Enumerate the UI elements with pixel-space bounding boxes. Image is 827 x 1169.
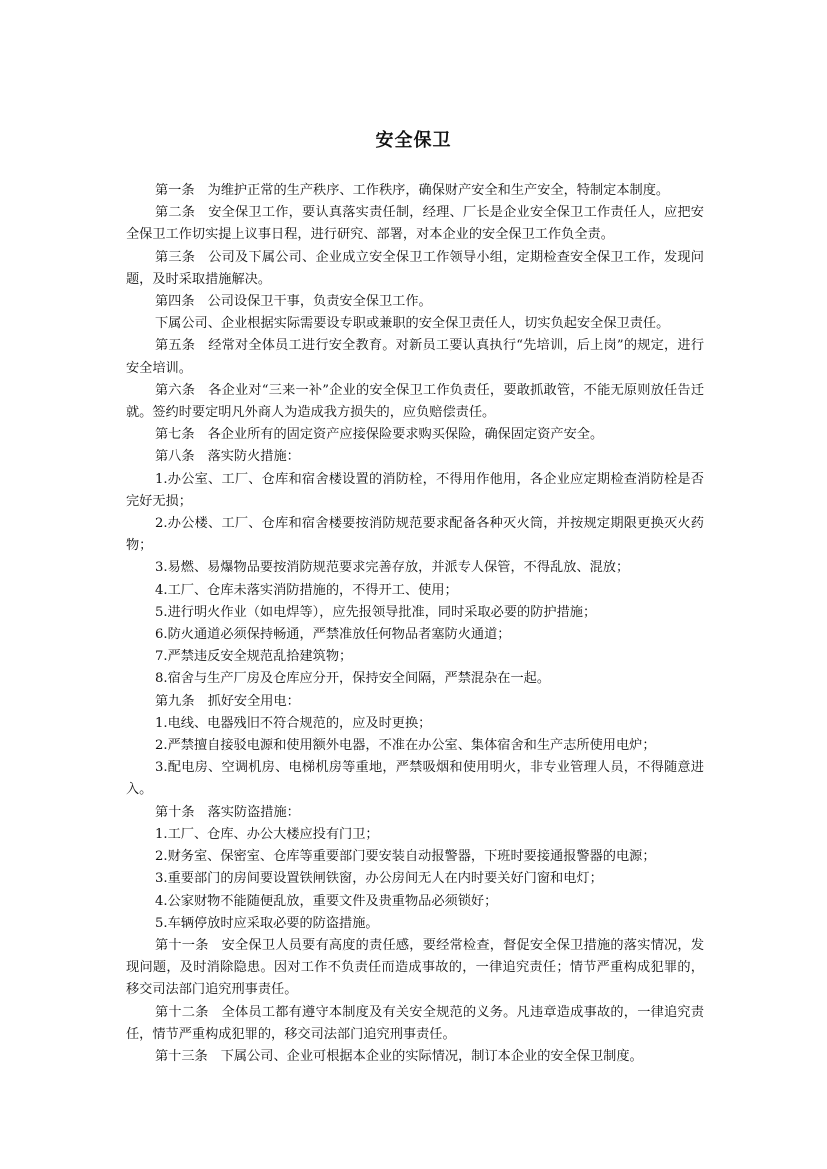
paragraph <box>126 1002 704 1046</box>
paragraph-text: 5.进行明火作业（如电焊等），应先报领导批准，同时采取必要的防护措施； <box>155 604 597 620</box>
paragraph-text: 公司及下属公司、企业成立安全保卫工作领导小组，定期检查安全保卫工作，发现问题，及时采取措施解决。 <box>126 249 704 287</box>
paragraph-text: 各企业所有的固定资产应接保险要求购买保险，确保固定资产安全。 <box>207 427 604 443</box>
article-number: 第二条 <box>155 205 196 221</box>
paragraph-text: 安全保卫人员要有高度的责任感，要经常检查，督促安全保卫措施的落实情况，发现问题，及时消除隐患。因对工作不负责任而造成事故的，一律追究责任；情节严重构成犯罪的，移交司法部门追究刑事责任。 <box>126 937 704 998</box>
paragraph <box>126 868 704 890</box>
paragraph <box>126 180 704 202</box>
paragraph-text: 7.严禁违反安全规范乱拾建筑物； <box>155 649 353 665</box>
paragraph <box>126 602 704 624</box>
paragraph-text: 3.配电房、空调机房、电梯机房等重地，严禁吸烟和使用明火，非专业管理人员，不得随意进入。 <box>126 760 704 798</box>
paragraph <box>126 802 704 824</box>
paragraph <box>126 1046 704 1068</box>
paragraph-text: 全体员工都有遵守本制度及有关安全规范的义务。凡违章造成事故的，一律追究责任，情节严重构成犯罪的，移交司法部门追究刑事责任。 <box>126 1004 704 1042</box>
paragraph-text: 经常对全体员工进行安全教育。对新员工要认真执行“先培训，后上岗”的规定，进行安全培训。 <box>126 338 705 376</box>
paragraph <box>126 424 704 446</box>
paragraph <box>126 713 704 735</box>
paragraph-text: 8.宿舍与生产厂房及仓库应分开，保持安全间隔，严禁混杂在一起。 <box>155 671 551 687</box>
paragraph <box>126 757 704 801</box>
paragraph-text: 2.严禁擅自接驳电源和使用额外电器，不准在办公室、集体宿舍和生产志所使用电炉； <box>155 738 656 754</box>
paragraph-text: 安全保卫工作，要认真落实责任制，经理、厂长是企业安全保卫工作责任人，应把安全保卫工作切实提上议事日程，进行研究、部署，对本企业的安全保卫工作负全责。 <box>126 205 704 243</box>
article-number: 第一条 <box>155 183 195 198</box>
article-number: 第十一条 <box>155 937 209 953</box>
paragraph <box>126 846 704 868</box>
paragraph <box>126 247 704 291</box>
paragraph <box>126 202 704 246</box>
article-number: 第三条 <box>155 249 196 265</box>
paragraph <box>126 735 704 757</box>
paragraph-text: 公司设保卫干事，负责安全保卫工作。 <box>207 294 432 310</box>
paragraph <box>126 291 704 313</box>
paragraph-text: 为维护正常的生产秩序、工作秩序，确保财产安全和生产安全，特制定本制度。 <box>207 183 670 198</box>
paragraph <box>126 580 704 602</box>
paragraph <box>126 891 704 913</box>
document-body <box>126 180 704 1068</box>
paragraph-text: 落实防盗措施： <box>207 804 300 820</box>
paragraph-text: 抓好安全用电： <box>207 693 300 709</box>
paragraph <box>126 691 704 713</box>
paragraph-text: 6.防火通道必须保持畅通，严禁准放任何物品者塞防火通道； <box>155 627 511 643</box>
paragraph-text: 1.办公室、工厂、仓库和宿舍楼设置的消防栓，不得用作他用，各企业应定期检查消防栓是否完好无损； <box>126 471 704 509</box>
paragraph-text: 下属公司、企业根据实际需要设专职或兼职的安全保卫责任人，切实负起安全保卫责任。 <box>155 316 670 332</box>
paragraph <box>126 513 704 557</box>
paragraph-text: 4.公家财物不能随便乱放，重要文件及贵重物品必须锁好； <box>155 893 498 909</box>
paragraph <box>126 668 704 690</box>
paragraph <box>126 557 704 579</box>
article-number: 第九条 <box>155 693 195 709</box>
paragraph-text: 1.电线、电器残旧不符合规范的，应及时更换； <box>155 715 432 731</box>
article-number: 第十三条 <box>155 1048 208 1064</box>
paragraph-text: 1.工厂、仓库、办公大楼应投有门卫； <box>155 826 379 842</box>
paragraph <box>126 335 704 379</box>
article-number: 第十条 <box>155 804 195 820</box>
paragraph <box>126 313 704 335</box>
article-number: 第五条 <box>155 338 196 354</box>
article-number: 第七条 <box>155 427 195 443</box>
paragraph-text: 5.车辆停放时应采取必要的防盗措施。 <box>155 915 379 931</box>
page-title: 安全保卫 <box>375 130 452 151</box>
article-number: 第六条 <box>155 382 196 398</box>
article-number: 第八条 <box>155 449 195 465</box>
paragraph <box>126 913 704 935</box>
paragraph <box>126 646 704 668</box>
paragraph <box>126 380 704 424</box>
paragraph <box>126 935 704 1002</box>
paragraph-text: 2.办公楼、工厂、仓库和宿舍楼要按消防规范要求配备各种灭火筒，并按规定期限更换灭火药物； <box>126 516 704 554</box>
paragraph-text: 下属公司、企业可根据本企业的实际情况，制订本企业的安全保卫制度。 <box>220 1048 643 1064</box>
paragraph-text: 3.易燃、易爆物品要按消防规范要求完善存放，并派专人保管，不得乱放、混放； <box>155 560 630 576</box>
paragraph-text: 4.工厂、仓库未落实消防措施的，不得开工、使用； <box>155 582 458 598</box>
paragraph <box>126 624 704 646</box>
paragraph-text: 落实防火措施： <box>207 449 300 465</box>
paragraph-text: 2.财务室、保密室、仓库等重要部门要安装自动报警器，下班时要接通报警器的电源； <box>155 849 656 865</box>
paragraph <box>126 446 704 468</box>
article-number: 第十二条 <box>155 1004 209 1020</box>
paragraph-text: 3.重要部门的房间要设置铁闸铁窗，办公房间无人在内时要关好门窗和电灯； <box>155 871 603 887</box>
paragraph-text: 各企业对“三来一补”企业的安全保卫工作负责任，要敢抓敢管，不能无原则放任告迁就。签约时要定明凡外商人为造成我方损失的，应负赔偿责任。 <box>126 382 705 421</box>
paragraph <box>126 824 704 846</box>
paragraph <box>126 469 704 513</box>
article-number: 第四条 <box>155 294 195 310</box>
